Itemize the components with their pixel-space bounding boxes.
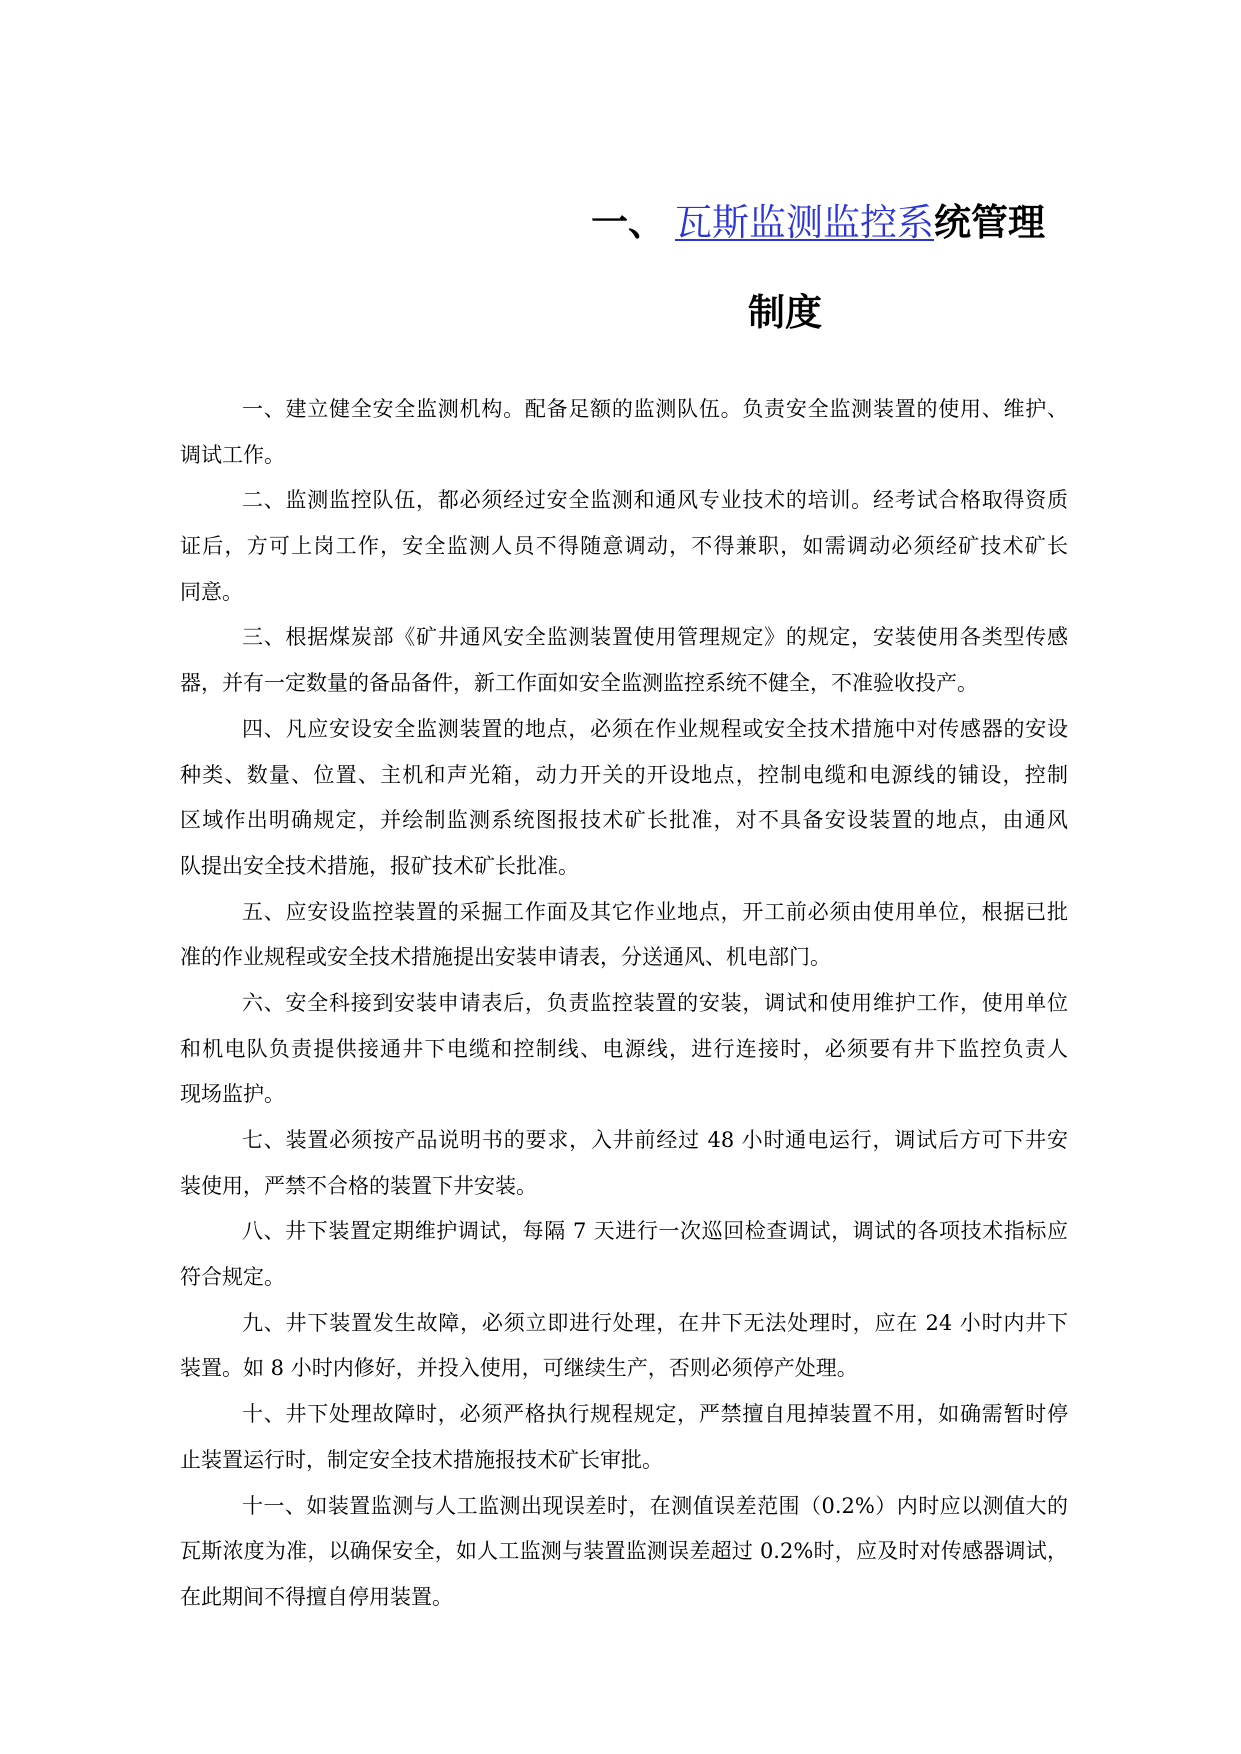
document-heading <box>591 200 1045 246</box>
paragraph-line: 五、应安设监控装置的采掘工作面及其它作业地点，开工前必须由使用单位，根据已批 <box>242 899 1068 924</box>
body-paragraph-10 <box>180 1392 1068 1483</box>
paragraph-line: 三、根据煤炭部《矿井通风安全监测装置使用管理规定》的规定，安装使用各类型传感 <box>242 625 1068 650</box>
body-paragraph-9 <box>180 1301 1068 1392</box>
paragraph-line: 在此期间不得擅自停用装置。 <box>180 1584 453 1609</box>
paragraph-line: 证后，方可上岗工作，安全监测人员不得随意调动，不得兼职，如需调动必须经矿技术矿长 <box>180 534 1068 559</box>
paragraph-line: 九、井下装置发生故障，必须立即进行处理，在井下无法处理时，应在 24 小时内井下 <box>242 1310 1068 1335</box>
paragraph-line: 符合规定。 <box>180 1265 285 1290</box>
paragraph-line: 四、凡应安设安全监测装置的地点，必须在作业规程或安全技术措施中对传感器的安设 <box>242 716 1068 741</box>
paragraph-line: 现场监护。 <box>180 1082 285 1107</box>
paragraph-line: 准的作业规程或安全技术措施提出安装申请表，分送通风、机电部门。 <box>180 945 831 970</box>
paragraph-line: 区域作出明确规定，并绘制监测系统图报技术矿长批准，对不具备安设装置的地点，由通风 <box>180 808 1068 833</box>
paragraph-line: 十、井下处理故障时，必须严格执行规程规定，严禁擅自甩掉装置不用，如确需暂时停 <box>242 1402 1068 1427</box>
heading-number: 一、 <box>591 201 665 244</box>
paragraph-line: 瓦斯浓度为准，以确保安全，如人工监测与装置监测误差超过 0.2%时，应及时对传感器调试， <box>180 1539 1068 1564</box>
paragraph-line: 六、安全科接到安装申请表后，负责监控装置的安装，调试和使用维护工作，使用单位 <box>242 990 1068 1015</box>
paragraph-line: 止装置运行时，制定安全技术措施报技术矿长审批。 <box>180 1447 663 1472</box>
body-paragraph-8 <box>180 1209 1068 1300</box>
body-paragraph-4 <box>180 707 1068 890</box>
heading-line2: 制度 <box>748 291 822 334</box>
paragraph-line: 一、建立健全安全监测机构。配备足额的监测队伍。负责安全监测装置的使用、维护、 <box>242 397 1068 421</box>
body-paragraph-3 <box>180 615 1068 706</box>
paragraph-line: 装置。如 8 小时内修好，并投入使用，可继续生产，否则必须停产处理。 <box>180 1356 858 1381</box>
paragraph-line: 和机电队负责提供接通井下电缆和控制线、电源线，进行连接时，必须要有井下监控负责人 <box>180 1036 1068 1061</box>
body-paragraph-1 <box>180 387 1068 478</box>
body-paragraph-5 <box>180 890 1068 981</box>
paragraph-line: 七、装置必须按产品说明书的要求，入井前经过 48 小时通电运行，调试后方可下井安 <box>242 1128 1068 1152</box>
paragraph-line: 装使用，严禁不合格的装置下井安装。 <box>180 1173 537 1198</box>
paragraph-line: 调试工作。 <box>180 442 285 467</box>
heading-link[interactable]: 瓦斯监测监控系 <box>675 201 934 244</box>
paragraph-line: 器，并有一定数量的备品备件，新工作面如安全监测监控系统不健全，不准验收投产。 <box>180 671 978 696</box>
body-paragraph-7 <box>180 1118 1068 1209</box>
paragraph-line: 同意。 <box>180 579 243 604</box>
paragraph-line: 种类、数量、位置、主机和声光箱，动力开关的开设地点，控制电缆和电源线的铺设，控制 <box>180 762 1068 787</box>
paragraph-line: 八、井下装置定期维护调试，每隔 7 天进行一次巡回检查调试，调试的各项技术指标应 <box>242 1219 1068 1244</box>
body-paragraph-2 <box>180 478 1068 615</box>
paragraph-line: 队提出安全技术措施，报矿技术矿长批准。 <box>180 853 579 878</box>
body-paragraph-6 <box>180 981 1068 1118</box>
document-body <box>180 387 1068 1621</box>
heading-rest: 统管理 <box>934 201 1045 244</box>
paragraph-line: 十一、如装置监测与人工监测出现误差时，在测值误差范围（0.2%）内时应以测值大的 <box>242 1493 1068 1518</box>
paragraph-line: 二、监测监控队伍，都必须经过安全监测和通风专业技术的培训。经考试合格取得资质 <box>242 488 1068 513</box>
body-paragraph-11 <box>180 1484 1068 1621</box>
